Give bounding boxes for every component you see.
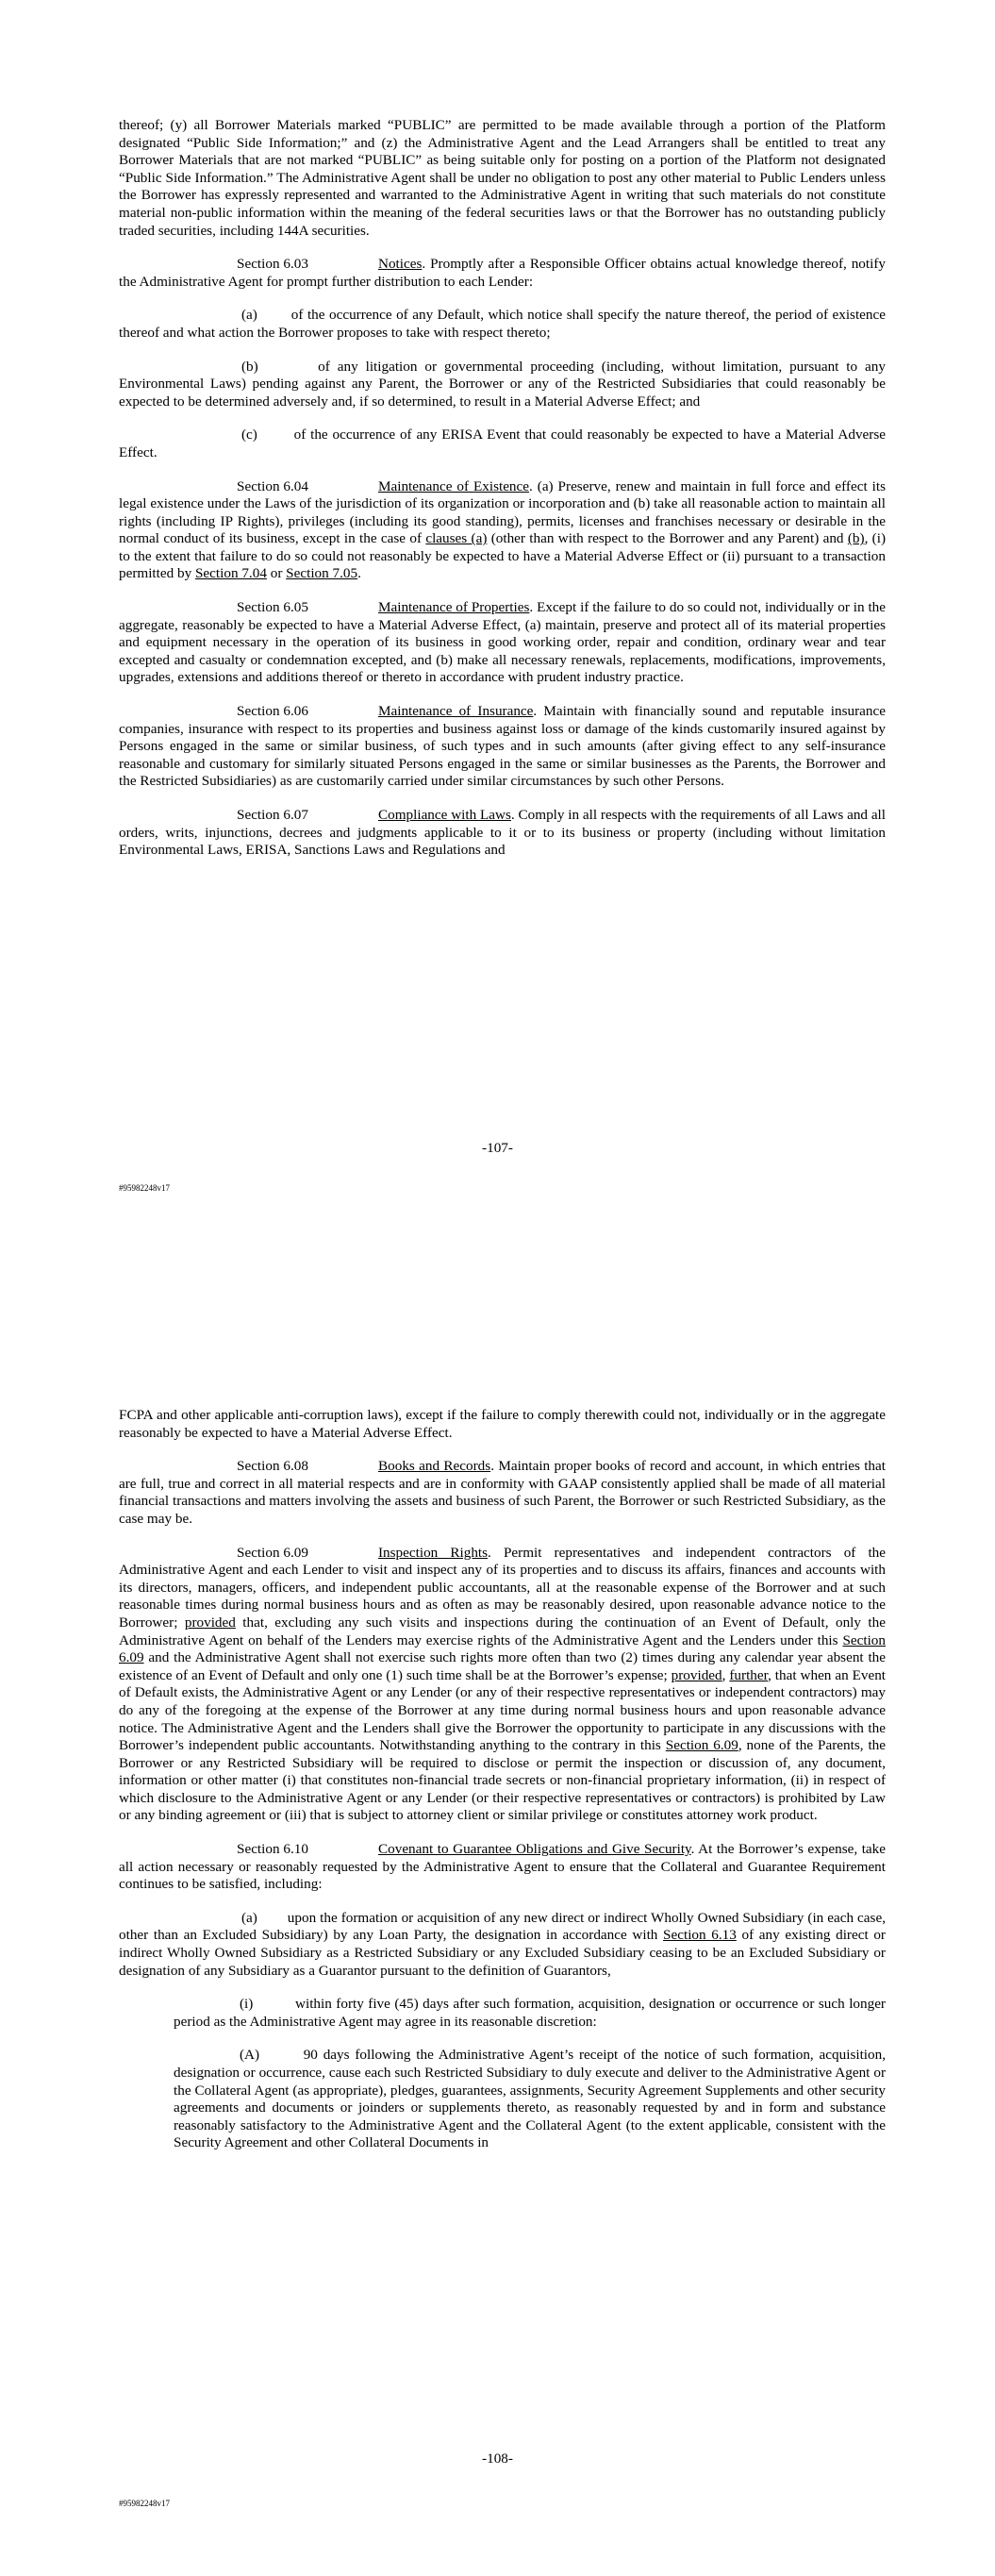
page-number: -108-	[482, 2451, 513, 2467]
section-text: ,	[721, 1666, 730, 1683]
cross-reference: Section 7.05	[286, 565, 358, 582]
clause-text: of any existing direct or indirect Wholly Owned Subsidiary as a Restricted Subsidiary or any Excluded Subsidiary ceasing to be an Excluded Subsidiary or designation of any Subsidiary as a Guarantor pursuant to the definition of Guarantors,	[119, 1927, 886, 1979]
cross-reference: provided	[184, 1614, 236, 1631]
section-text: that, excluding any such visits and inspections during the continuation of an Event of Default, only the Administrative Agent on behalf of the Lenders may exercise rights of the Administrative Agent and the Lenders under this	[119, 1614, 886, 1648]
section-text: . (a) Preserve, renew and maintain in full force and effect its legal existence under the Laws of the jurisdiction of its organization or incorporation and (b) take all reasonable action to maintain all rights (including IP Rights), privileges (including its good standing), permits, licenses and franchises necessary or desirable in the normal conduct of its business, except in the case of	[119, 477, 886, 547]
section-heading: Books and Records	[378, 1458, 491, 1475]
section-text: and the Administrative Agent shall not exercise such rights more often than two (2) times during any calendar year absent the existence of an Event of Default and only one (1) such time shall be at the Borrower’s expense;	[119, 1649, 886, 1683]
section-number: Section 6.07	[237, 807, 308, 823]
page-number: -107-	[482, 1140, 513, 1156]
section-number: Section 6.05	[237, 599, 308, 616]
clause-6-03-a: (a) of the occurrence of any Default, which notice shall specify the nature thereof, the period of existence thereof and what action the Borrower proposes to take with respect thereto;	[119, 307, 886, 341]
section-heading: Compliance with Laws	[378, 807, 511, 823]
section-number: Section 6.06	[237, 703, 308, 720]
clause-6-10-a	[119, 1910, 886, 1980]
document-id: #95982248v17	[119, 1183, 170, 1193]
clause-6-10-a-A: (A) 90 days following the Administrative Agent’s receipt of the notice of such formation, acquisition, designation or occurrence, cause each such Restricted Subsidiary to duly execute and deliver to the Administrative Agent or the Collateral Agent (as appropriate), pledges, guarantees, assignments, Security Agreement Supplements and other security agreements and documents or joinders or supplements thereto, as reasonably requested by and in form and substance reasonably satisfactory to the Administrative Agent and the Collateral Agent (to the extent applicable, consistent with the Security Agreement and other Collateral Documents in	[174, 2047, 886, 2151]
section-text: , none of the Parents, the Borrower or any Restricted Subsidiary will be required to disclose or permit the inspection or discussion of, any document, information or other matter (i) that constitutes non-financial trade secrets or non-financial proprietary information, (ii) in respect of which disclosure to the Administrative Agent or any Lender (or their respective representatives or contractors) is prohibited by Law or any binding agreement or (iii) that is subject to attorney client or similar privilege or constitutes attorney work product.	[119, 1737, 886, 1824]
document-page-108	[0, 1288, 995, 2576]
section-number: Section 6.08	[237, 1458, 308, 1475]
section-6-04	[119, 478, 886, 584]
cross-reference: clauses (a)	[425, 530, 488, 547]
section-text: . Promptly after a Responsible Officer obtains actual knowledge thereof, notify the Administrative Agent for prompt further distribution to each Lender:	[119, 256, 886, 290]
section-text: , (i) to the extent that failure to do so could not reasonably be expected to have a Material Adverse Effect or (ii) pursuant to a transaction permitted by	[119, 530, 887, 582]
section-6-09	[119, 1545, 886, 1826]
section-text: . Permit representatives and independent contractors of the Administrative Agent and each Lender to visit and inspect any of its properties and to discuss its affairs, finances and accounts with its directors, managers, officers, and independent public accountants, all at the reasonable expense of the Borrower and at such reasonable times during normal business hours and as often as may be reasonably desired, upon reasonable advance notice to the Borrower;	[119, 1544, 887, 1631]
section-heading: Maintenance of Existence	[378, 477, 530, 494]
clause-6-10-a-i: (i) within forty five (45) days after such formation, acquisition, designation or occurrence or such longer period as the Administrative Agent may agree in its reasonable discretion:	[174, 1996, 886, 2030]
section-6-03	[119, 256, 886, 291]
section-heading: Notices	[378, 256, 423, 273]
section-6-10	[119, 1841, 886, 1894]
section-heading: Maintenance of Properties	[378, 599, 530, 616]
cross-reference: Section 6.09	[665, 1737, 738, 1754]
section-text: . Comply in all respects with the requirements of all Laws and all orders, writs, injunctions, decrees and judgments applicable to it or to its business or property (including without limitation Environmental Laws, ERISA, Sanctions Laws and Regulations and	[119, 807, 886, 859]
section-number: Section 6.09	[237, 1544, 308, 1561]
section-heading: Inspection Rights	[378, 1544, 489, 1561]
clause-6-03-b: (b) of any litigation or governmental proceeding (including, without limitation, pursuant to any Environmental Laws) pending against any Parent, the Borrower or any of the Restricted Subsidiaries that could reasonably be expected to be determined adversely and, if so determined, to result in a Material Adverse Effect; and	[119, 358, 886, 410]
clause-text: (a) upon the formation or acquisition of any new direct or indirect Wholly Owned Subsidiary (in each case, other than an Excluded Subsidiary) by any Loan Party, the designation in accordance with	[119, 1909, 886, 1944]
section-6-07	[119, 807, 886, 860]
cross-reference: Section 6.13	[663, 1927, 737, 1944]
page-body	[119, 117, 886, 876]
paragraph-continuation: FCPA and other applicable anti-corruption laws), except if the failure to comply therewith could not, individually or in the aggregate reasonably be expected to have a Material Adverse Effect.	[119, 1407, 886, 1441]
section-number: Section 6.10	[237, 1841, 308, 1858]
section-text: or	[266, 565, 287, 582]
section-6-06	[119, 703, 886, 791]
cross-reference: Section 7.04	[194, 565, 267, 582]
section-number: Section 6.04	[237, 477, 308, 494]
cross-reference: Section 6.09	[119, 1631, 886, 1666]
clause-6-03-c: (c) of the occurrence of any ERISA Event that could reasonably be expected to have a Material Adverse Effect.	[119, 427, 886, 460]
cross-reference: provided	[671, 1666, 722, 1683]
section-number: Section 6.03	[237, 256, 308, 273]
section-heading: Maintenance of Insurance	[378, 703, 534, 720]
section-text: . Maintain with financially sound and reputable insurance companies, insurance with respect to its properties and business against loss or damage of the kinds customarily insured against by Persons engaged in the same or similar business, of such types and in such amounts (after giving effect to any self-insurance reasonable and customary for similarly situated Persons engaged in the same or similar businesses as the Parents, the Borrower and the Restricted Subsidiaries) as are customarily carried under similar circumstances by such other Persons.	[119, 703, 886, 790]
cross-reference: (b)	[847, 530, 865, 547]
section-heading: Covenant to Guarantee Obligations and Give Security	[378, 1841, 691, 1858]
section-text: . At the Borrower’s expense, take all action necessary or reasonably requested by the Administrative Agent to ensure that the Collateral and Guarantee Requirement continues to be satisfied, including:	[119, 1841, 886, 1893]
section-text: (other than with respect to the Borrower and any Parent) and	[487, 530, 848, 547]
section-text: .	[357, 565, 361, 582]
section-text: . Maintain proper books of record and account, in which entries that are full, true and correct in all material respects and are in conformity with GAAP consistently applied shall be made of all material financial transactions and matters involving the assets and business of such Parent, the Borrower or such Restricted Subsidiary, as the case may be.	[119, 1458, 886, 1527]
section-6-05	[119, 599, 886, 687]
document-id: #95982248v17	[119, 2499, 170, 2508]
page-body	[119, 1407, 886, 2168]
cross-reference: further	[729, 1666, 769, 1683]
section-6-08	[119, 1458, 886, 1528]
section-text: . Except if the failure to do so could not, individually or in the aggregate, reasonably be expected to have a Material Adverse Effect, (a) maintain, preserve and protect all of its material properties and equipment necessary in the operation of its business in good working order, repair and condition, ordinary wear and tear excepted and casualty or condemnation excepted, and (b) make all necessary renewals, replacements, modifications, improvements, upgrades, extensions and additions thereof or thereto in accordance with prudent industry practice.	[119, 599, 886, 686]
paragraph-continuation: thereof; (y) all Borrower Materials marked “PUBLIC” are permitted to be made available through a portion of the Platform designated “Public Side Information;” and (z) the Administrative Agent and the Lead Arrangers shall be entitled to treat any Borrower Materials that are not marked “PUBLIC” as being suitable only for posting on a portion of the Platform not designated “Public Side Information.” The Administrative Agent shall be under no obligation to post any other material to Public Lenders unless the Borrower has expressly represented and warranted to the Administrative Agent in writing that such materials do not constitute material non-public information within the meaning of the federal securities laws or that the Borrower has no outstanding publicly traded securities, including 144A securities.	[119, 117, 886, 239]
section-text: , that when an Event of Default exists, the Administrative Agent or any Lender (or any of their respective representatives or independent contractors) may do any of the foregoing at the expense of the Borrower at any time during normal business hours and upon reasonable advance notice. The Administrative Agent and the Lenders shall give the Borrower the opportunity to participate in any discussions with the Borrower’s independent public accountants. Notwithstanding anything to the contrary in this	[119, 1666, 887, 1754]
